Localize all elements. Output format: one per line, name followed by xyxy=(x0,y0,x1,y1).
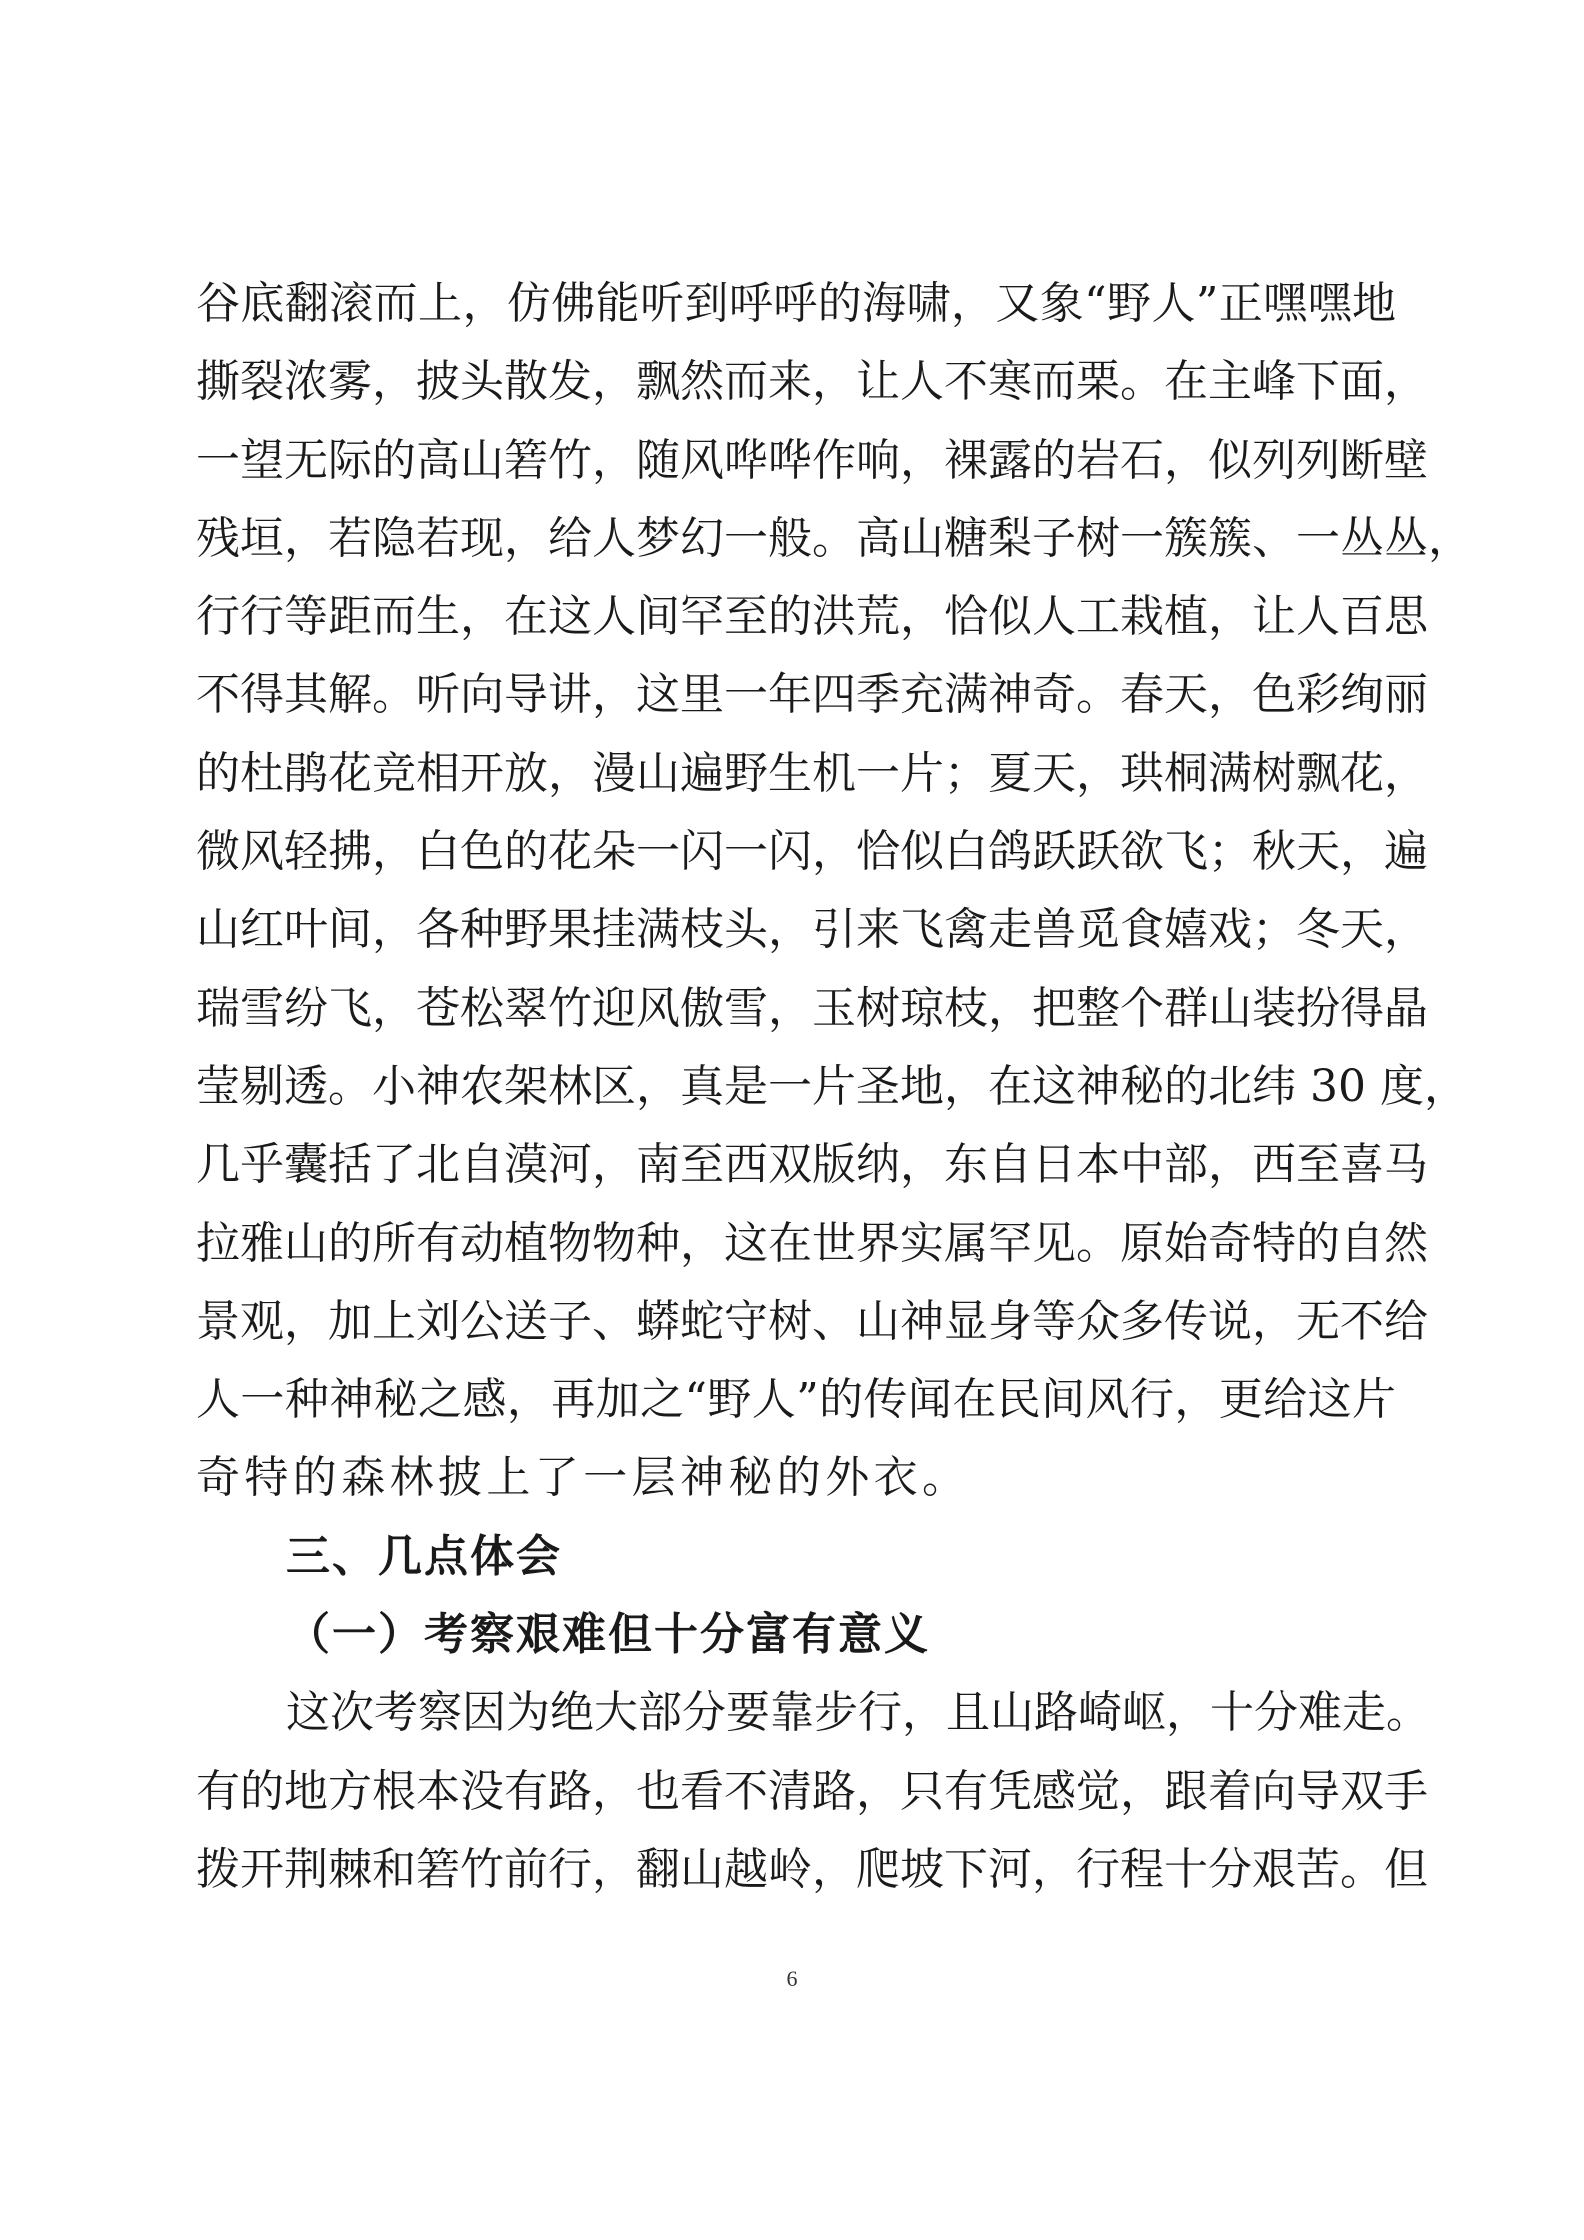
text-line: 拉雅山的所有动植物物种，这在世界实属罕见。原始奇特的自然 xyxy=(196,1217,1428,1269)
text-line: 一望无际的高山箬竹，随风哗哗作响，裸露的岩石，似列列断壁 xyxy=(196,434,1428,486)
text-line: 莹剔透。小神农架林区，真是一片圣地，在这神秘的北纬 30 度， xyxy=(196,1060,1468,1112)
subsection-heading: （一）考察艰难但十分富有意义 xyxy=(286,1609,930,1661)
text-line: 几乎囊括了北自漠河，南至西双版纳，东自日本中部，西至喜马 xyxy=(196,1139,1428,1191)
text-line-last: 奇特的森林披上了一层神秘的外衣。 xyxy=(196,1452,971,1504)
text-line: 谷底翻滚而上，仿佛能听到呼呼的海啸，又象“野人”正嘿嘿地 xyxy=(196,278,1396,329)
text-line: 拨开荆棘和箬竹前行，翻山越岭，爬坡下河，行程十分艰苦。但 xyxy=(196,1843,1428,1895)
text-line: 有的地方根本没有路，也看不清路，只有凭感觉，跟着向导双手 xyxy=(196,1765,1428,1817)
section-heading: 三、几点体会 xyxy=(286,1530,562,1582)
paragraph-first-line: 这次考察因为绝大部分要靠步行，且山路崎岖，十分难走。 xyxy=(286,1687,1430,1739)
text-line: 残垣，若隐若现，给人梦幻一般。高山糖梨子树一簇簇、一丛丛， xyxy=(196,512,1472,564)
text-line: 的杜鹃花竞相开放，漫山遍野生机一片；夏天，珙桐满树飘花， xyxy=(196,747,1428,799)
text-line: 人一种神秘之感，再加之“野人”的传闻在民间风行，更给这片 xyxy=(196,1374,1396,1426)
text-line: 不得其解。听向导讲，这里一年四季充满神奇。春天，色彩绚丽 xyxy=(196,669,1428,721)
text-line: 瑞雪纷飞，苍松翠竹迎风傲雪，玉树琼枝，把整个群山装扮得晶 xyxy=(196,982,1428,1034)
document-body xyxy=(196,265,1472,1909)
page-number: 6 xyxy=(786,1966,798,1991)
text-line: 景观，加上刘公送子、蟒蛇守树、山神显身等众多传说，无不给 xyxy=(196,1295,1428,1347)
text-line: 撕裂浓雾，披头散发，飘然而来，让人不寒而栗。在主峰下面， xyxy=(196,356,1428,408)
text-line: 行行等距而生，在这人间罕至的洪荒，恰似人工栽植，让人百思 xyxy=(196,591,1428,643)
text-line: 微风轻拂，白色的花朵一闪一闪，恰似白鸽跃跃欲飞；秋天，遍 xyxy=(196,826,1428,878)
text-line: 山红叶间，各种野果挂满枝头，引来飞禽走兽觅食嬉戏；冬天， xyxy=(196,904,1428,956)
